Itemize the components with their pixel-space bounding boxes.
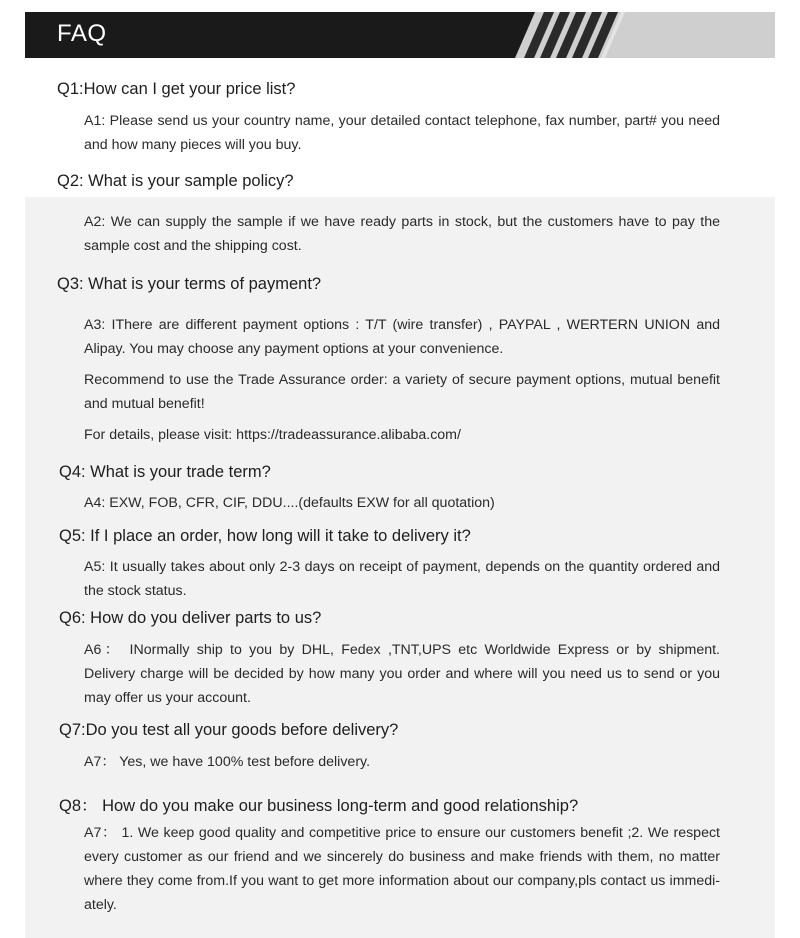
faq-answer-8: A7： 1. We keep good quality and competitive price to ensure our customers benefit ;2. We respect every customer as our friend and we sincerely do business and make friends with them, no matter where they come from.If you want to get more information about our company,pls contact us immedi-ately. [84,825,720,913]
banner-graphic [25,12,775,58]
faq-answer-3: A3: IThere are different payment options : T/T (wire transfer) , PAYPAL , WERTERN UNION and Alipay. You may choose any payment options at your convenience. [84,317,720,357]
faq-answer-3-details-link[interactable]: For details, please visit: https://tradeassurance.alibaba.com/ [84,427,461,443]
faq-question-5: Q5: If I place an order, how long will it take to delivery it? [59,527,471,545]
faq-answer-3-recommendation: Recommend to use the Trade Assurance order: a variety of secure payment options, mutual benefit and mutual benefit! [84,372,720,412]
faq-question-1: Q1:How can I get your price list? [57,80,296,98]
faq-question-8: Q8： How do you make our business long-term and good relationship? [59,797,579,815]
faq-answer-4: A4: EXW, FOB, CFR, CIF, DDU....(defaults EXW for all quotation) [84,495,495,511]
banner-stripes-icon [524,12,618,58]
faq-answer-6: A6： INormally ship to you by DHL, Fedex ,TNT,UPS etc Worldwide Express or by shipment. Delivery charge will be decided by how many you order and where will you need us to send or you may offer us your account. [84,642,720,706]
page-title: FAQ [57,20,107,47]
faq-question-2: Q2: What is your sample policy? [57,172,294,190]
faq-question-4: Q4: What is your trade term? [59,463,271,481]
faq-answer-5: A5: It usually takes about only 2-3 days on receipt of payment, depends on the quantity ordered and the stock status. [84,559,720,599]
faq-question-6: Q6: How do you deliver parts to us? [59,609,322,627]
faq-question-3: Q3: What is your terms of payment? [57,275,322,293]
faq-answer-1: A1: Please send us your country name, your detailed contact telephone, fax number, part# you need and how many pieces will you buy. [84,113,720,153]
faq-question-7: Q7:Do you test all your goods before delivery? [59,721,399,739]
faq-answer-2: A2: We can supply the sample if we have ready parts in stock, but the customers have to pay the sample cost and the shipping cost. [84,214,720,254]
faq-answer-7: A7： Yes, we have 100% test before delivery. [84,754,371,770]
faq-banner [25,12,775,58]
